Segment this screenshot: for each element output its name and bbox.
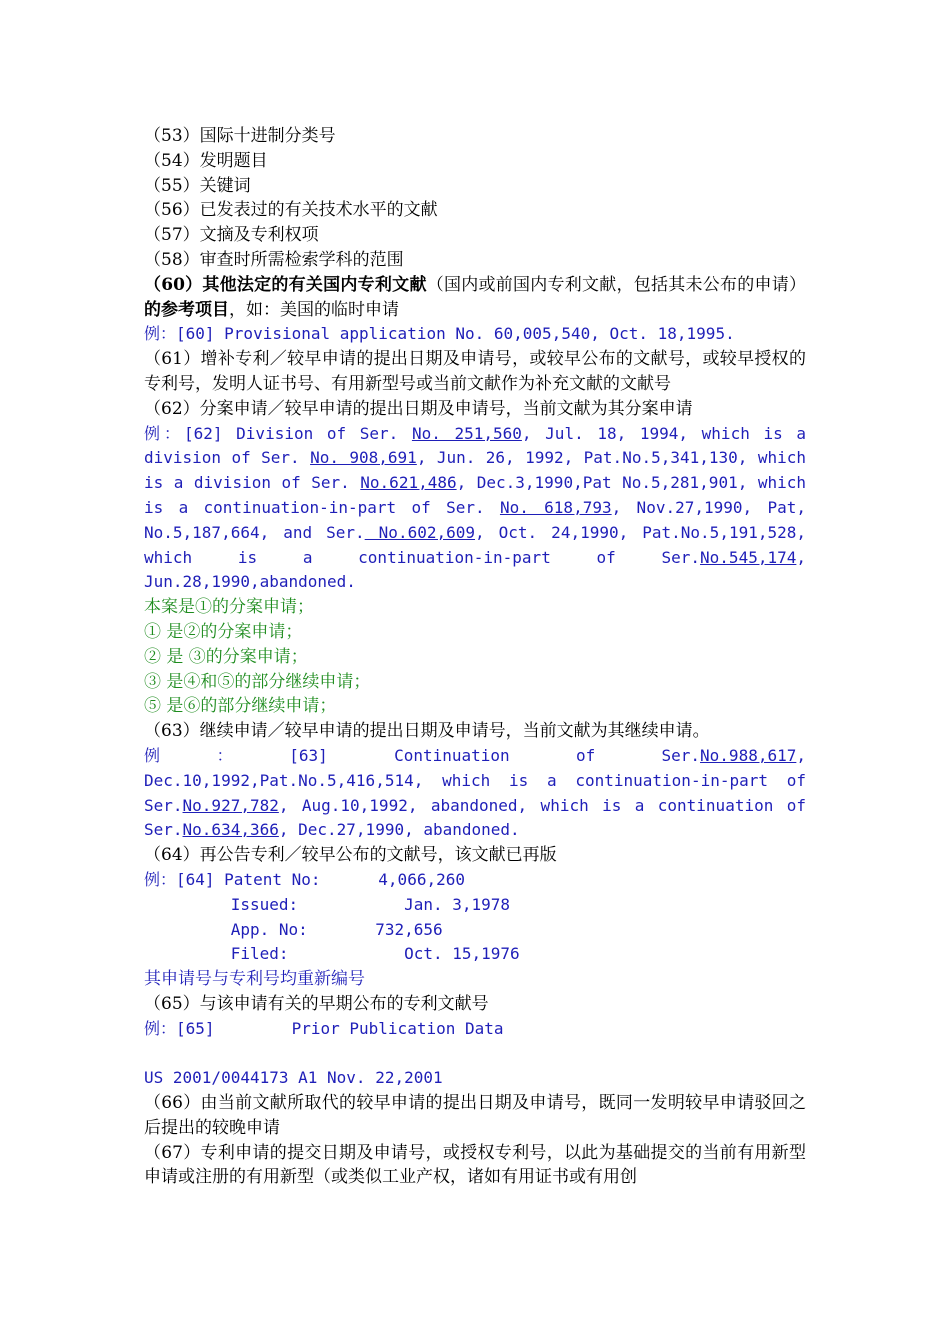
ex62-text: , Oct. 24,1990, Pat.No.5,191,528, which is a continuation-in-part of Ser. [144,522,807,567]
ex62-text: 例：[62] Division of Ser. [144,423,412,443]
item-65: （65）与该申请有关的早期公布的专利文献号 [144,993,489,1014]
item-60-bold-a: （60）其他法定的有关国内专利文献 [144,274,427,295]
item-56: （56）已发表过的有关技术水平的文献 [144,200,438,221]
ex62-ser-link[interactable]: No. 251,560 [411,423,522,443]
example-65-publication: US 2001/0044173 A1 Nov. 22,2001 [144,1068,443,1088]
item-66: （66）由当前文献所取代的较早申请的提出日期及申请号，既同一发明较早申请驳回之后提出的较晚申请 [144,1093,806,1138]
item-61: （61）增补专利／较早申请的提出日期及申请号，或较早公布的文献号，或较早授权的专利号，发明人证书号、有用新型号或当前文献作为补充文献的文献号 [144,349,806,394]
item-60-bold-b: 的参考项目 [144,299,229,320]
example-64-note: 其申请号与专利号均重新编号 [144,969,365,990]
item-57: （57）文摘及专利权项 [144,225,319,246]
example-65: 例：[65] Prior Publication Data [144,1018,504,1038]
item-64: （64）再公告专利／较早公布的文献号，该文献已再版 [144,845,557,866]
item-54: （54）发明题目 [144,150,268,171]
ex62-ser-link[interactable]: No. 618,793 [499,497,612,517]
note-line: ⑤ 是⑥的部分继续申请； [144,696,337,717]
ex62-text: , Jul. 18, 1994, which is a division of Ser. [144,423,806,468]
example-64-line: App. No: 732,656 [144,919,443,939]
example-64-line: Filed: Oct. 15,1976 [144,944,520,964]
item-55: （55）关键词 [144,175,251,196]
note-line: ① 是②的分案申请； [144,621,303,642]
ex63-ser-link[interactable]: No.988,617 [700,745,797,765]
example-62 [144,422,806,596]
ex62-text: , Jun. 26, 1992, Pat.No.5,341,130, which is a division of Ser. [144,448,806,493]
ex62-ser-link[interactable]: No.602,609 [364,522,476,542]
ex62-text: , Dec.3,1990,Pat No.5,281,901, which is a continuation-in-part of Ser. [144,473,807,517]
example-64-line: Issued: Jan. 3,1978 [144,894,511,914]
item-67: （67）专利申请的提交日期及申请号，或授权专利号，以此为基础提交的当前有用新型申请或注册的有用新型（或类似工业产权，诸如有用证书或有用创 [144,1142,806,1188]
ex62-text: , Jun.28,1990,abandoned. [144,547,806,592]
item-62: （62）分案申请／较早申请的提出日期及申请号，当前文献为其分案申请 [144,398,693,419]
ex62-ser-link[interactable]: No. 908,691 [310,448,417,468]
example-63 [144,744,806,843]
ex62-text: , Nov.27,1990, Pat, No.5,187,664, and Ser. [144,497,807,542]
ex63-ser-link[interactable]: No.634,366 [182,820,279,840]
note-line: ② 是 ③的分案申请； [144,646,308,667]
item-60-normal-a: （国内或前国内专利文献，包括其未公布的申请） [426,274,806,295]
note-line: 本案是①的分案申请； [144,597,314,618]
ex63-text: 例：[63] Continuation of Ser. [144,745,701,765]
ex63-ser-link[interactable]: No.927,782 [182,795,279,815]
ex63-text: , Dec.10,1992,Pat.No.5,416,514, which is a continuation-in-part of Ser. [144,745,806,815]
note-line: ③ 是④和⑤的部分继续申请； [144,671,371,692]
ex63-text: , Dec.27,1990, abandoned. [278,820,520,840]
item-60-normal-b: ，如：美国的临时申请 [229,299,399,320]
ex63-text: , Aug.10,1992, abandoned, which is a continuation of Ser. [144,795,806,840]
ex62-ser-link[interactable]: No.621,486 [360,473,457,493]
example-60: 例：[60] Provisional application No. 60,005,540, Oct. 18,1995. [144,324,735,344]
item-63: （63）继续申请／较早申请的提出日期及申请号，当前文献为其继续申请。 [144,721,710,742]
example-64-line: 例：[64] Patent No: 4,066,260 [144,869,465,889]
item-53: （53）国际十进制分类号 [144,126,336,146]
item-60 [144,273,806,323]
blank-line [144,1041,806,1066]
ex62-ser-link[interactable]: No.545,174 [700,547,797,567]
item-58: （58）审查时所需检索学科的范围 [144,249,404,270]
document-body [144,124,806,1190]
